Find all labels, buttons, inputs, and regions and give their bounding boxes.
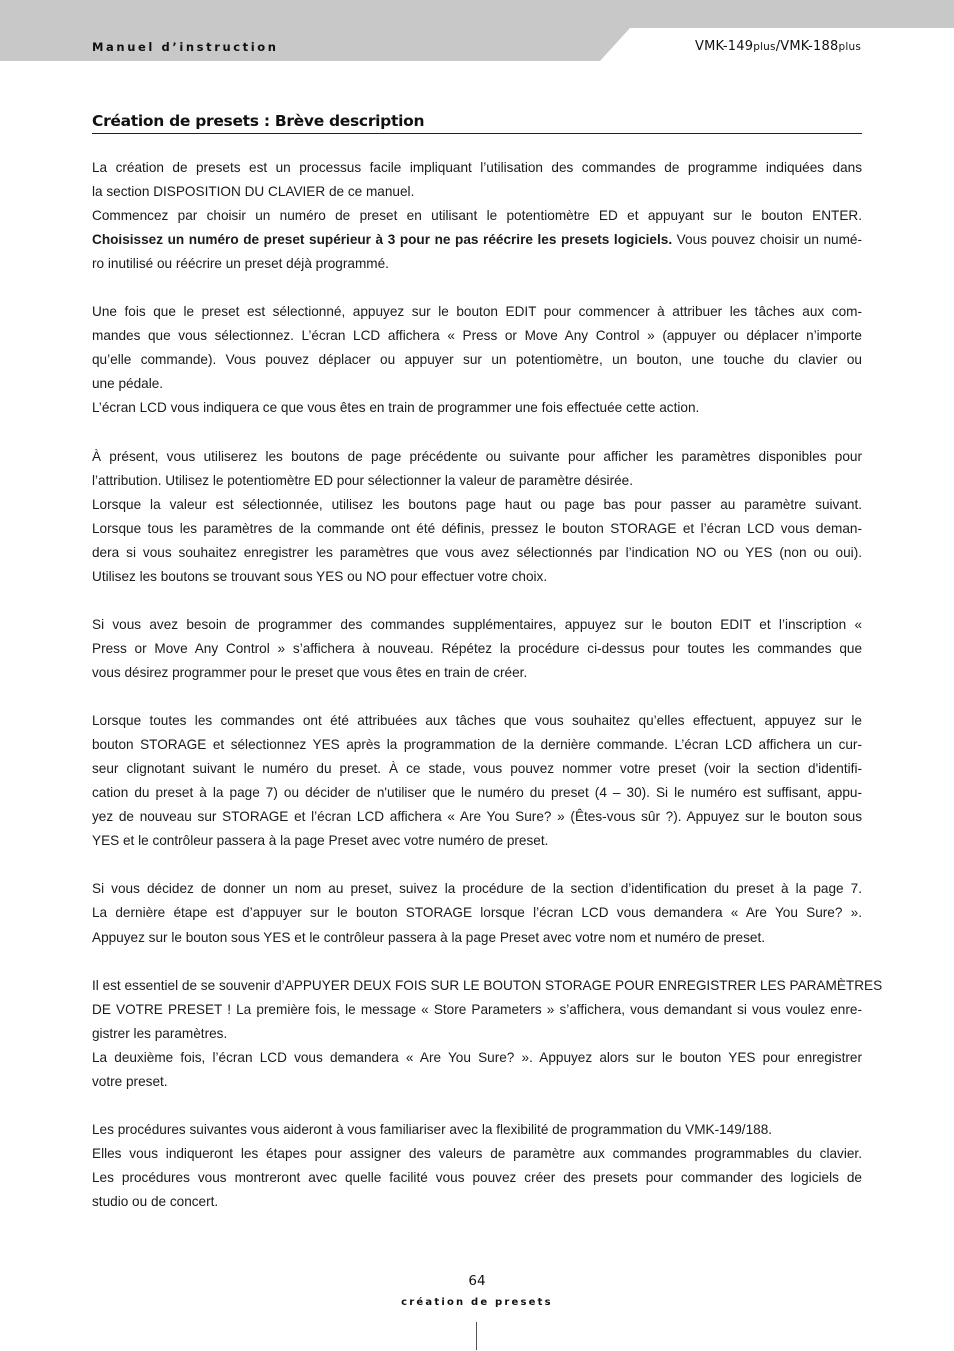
text-line: mandes que vous sélectionnez. L’écran LCD affichera « Press or Move Any Control » (appuyer ou déplacer n’importe [92,328,862,344]
text-line: vous désirez programmer pour le preset que vous êtes en train de créer. [92,664,528,680]
model-a: VMK-149 [695,39,754,54]
text-line: Utilisez les boutons se trouvant sous YES ou NO pour effectuer votre choix. [92,568,548,584]
text-line: Lorsque tous les paramètres de la commande ont été définis, pressez le bouton STORAGE et l’écran LCD vous deman- [92,520,862,536]
text-line: seur clignotant suivant le numéro du preset. À ce stade, vous pouvez nommer votre preset (voir la section d'identifi- [92,761,862,777]
text-line: DE VOTRE PRESET ! La première fois, le message « Store Parameters » s’affichera, vous demandant si vous voulez enre- [92,1001,862,1017]
paragraph [92,877,862,949]
text-line: une pédale. [92,376,164,392]
paragraph [92,445,862,589]
manual-label: Manuel d’instruction [92,40,279,54]
text-line: Commencez par choisir un numéro de preset en utilisant le potentiomètre ED et appuyant sur le bouton ENTER. [92,208,862,224]
model-a-suffix: plus [753,41,776,53]
bold-warning: Choisissez un numéro de preset supérieur à 3 pour ne pas réécrire les presets logiciels. [92,232,673,248]
text-line: Lorsque la valeur est sélectionnée, utilisez les boutons page haut ou page bas pour passer au paramètre suivant. [92,496,862,512]
model-name [695,39,861,54]
text-line: gistrer les paramètres. [92,1025,228,1041]
model-separator: /VMK-188 [775,39,839,54]
text-line: La dernière étape est d’appuyer sur le bouton STORAGE lorsque l’écran LCD vous demandera « Are You Sure? ». [92,905,862,921]
text-line: YES et le contrôleur passera à la page Preset avec votre numéro de preset. [92,833,549,849]
text-line: cation du preset à la page 7) ou décider de n'utiliser que le numéro du preset (4 – 30). Si le numéro est suffisant, appu- [92,785,862,801]
paragraph [92,613,862,685]
text-line: La création de presets est un processus facile impliquant l’utilisation des commandes de programme indiquées dans [92,160,862,175]
text-line: Si vous décidez de donner un nom au preset, suivez la procédure de la section d’identification du preset à la page 7. [92,881,862,897]
text-line: Appuyez sur le bouton sous YES et le contrôleur passera à la page Preset avec votre nom et numéro de preset. [92,929,766,945]
text-line: Les procédures suivantes vous aideront à vous familiariser avec la flexibilité de programmation du VMK-149/188. [92,1121,773,1137]
text-line: Elles vous indiqueront les étapes pour assigner des valeurs de paramètre aux commandes programmables du clavier. [92,1145,862,1161]
text-line-mixed [92,228,862,252]
text-line: studio ou de concert. [92,1194,219,1210]
footer-section-name: création de presets [401,1297,553,1308]
paragraph [92,300,862,420]
text-line: La deuxième fois, l’écran LCD vous demandera « Are You Sure? ». Appuyez alors sur le bouton YES pour enregistrer [92,1049,862,1065]
paragraph [92,974,883,1094]
text-line: Lorsque toutes les commandes ont été attribuées aux tâches que vous souhaitez qu’elles effectuent, appuyez sur le [92,713,862,729]
text-line: ro inutilisé ou réécrire un preset déjà programmé. [92,256,389,272]
text-line: Une fois que le preset est sélectionné, appuyez sur le bouton EDIT pour commencer à attribuer les tâches aux com- [92,304,862,320]
paragraph [92,709,862,853]
model-b-suffix: plus [838,41,861,53]
text-line: L’écran LCD vous indiquera ce que vous êtes en train de programmer une fois effectuée cette action. [92,400,700,416]
paragraph [92,156,862,276]
footer-divider [476,1322,477,1350]
text-line: la section DISPOSITION DU CLAVIER de ce manuel. [92,184,415,200]
text-line: l’attribution. Utilisez le potentiomètre ED pour sélectionner la valeur de paramètre désirée. [92,472,634,488]
page-number: 64 [468,1273,486,1289]
text-line: dera si vous souhaitez enregistrer les paramètres que vous avez sélectionnés par l’indication NO ou YES (non ou oui). [92,544,862,560]
text-line: yez de nouveau sur STORAGE et l’écran LCD affichera « Are You Sure? » (Êtes-vous sûr ?). Appuyez sur le bouton sous [92,809,862,825]
text-line: bouton STORAGE et sélectionnez YES après la programmation de la dernière commande. L’écran LCD affichera un cur- [92,737,862,753]
text-line: Il est essentiel de se souvenir d’APPUYER DEUX FOIS SUR LE BOUTON STORAGE POUR ENREGISTRER LES PARAMÈTRES [92,977,883,993]
paragraph [92,1118,862,1214]
text-line: Si vous avez besoin de programmer des commandes supplémentaires, appuyez sur le bouton EDIT et l’inscription « [92,616,862,632]
text-line: qu’elle commande). Vous pouvez déplacer ou appuyer sur un potentiomètre, un bouton, une touche du clavier ou [92,352,862,368]
body-text [92,156,883,1238]
section-title: Création de presets : Brève description [92,112,862,134]
text-line: À présent, vous utiliserez les boutons de page précédente ou suivante pour afficher les paramètres disponibles pour [92,448,862,464]
text-line: Press or Move Any Control » s’affichera à nouveau. Répétez la procédure ci-dessus pour toutes les commandes que [92,640,862,656]
text-line: votre preset. [92,1073,168,1089]
text-line: Les procédures vous montreront avec quelle facilité vous pouvez créer des presets pour commander des logiciels de [92,1169,862,1185]
text-run: Vous pouvez choisir un numé- [672,232,862,248]
